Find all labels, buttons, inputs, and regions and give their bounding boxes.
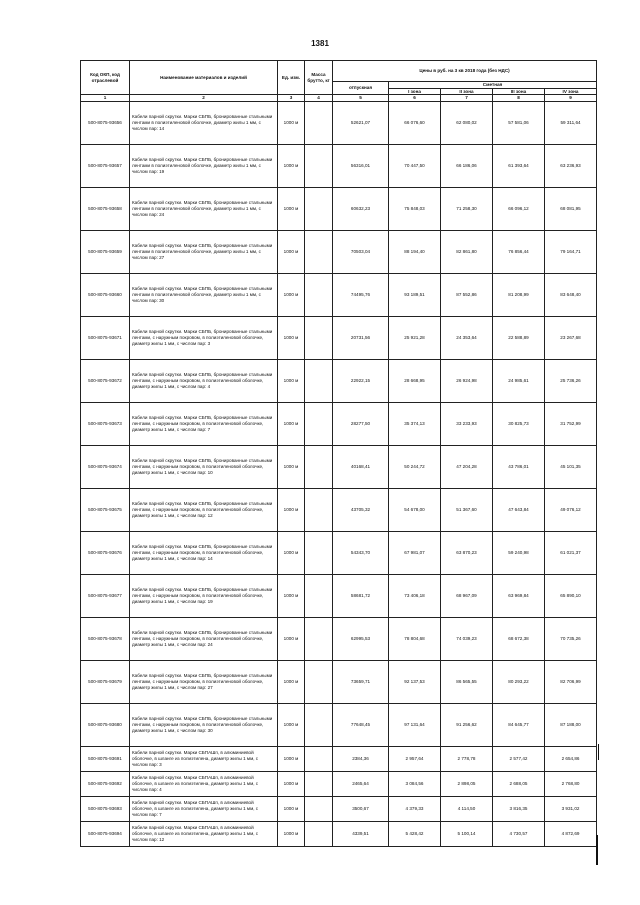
row-unit: 1000 м [278, 574, 305, 617]
table-row [81, 531, 597, 574]
header-estimate: Сметная [389, 82, 597, 89]
row-mass [305, 316, 333, 359]
row-zone-2-price: 5 100,14 [441, 821, 493, 846]
row-code: 500-8075-93692 [81, 771, 130, 796]
table-row [81, 359, 597, 402]
row-zone-2-price: 26 924,98 [441, 359, 493, 402]
row-mass [305, 746, 333, 771]
row-name: Кабели парной скрутки. Марки СБПБ, бронированные стальными лентами, с наружным покровом, в полиэтиленовой оболочке, диаметр жилы 1 мм, с числом пар: 3 [130, 316, 278, 359]
row-code: 500-8075-93671 [81, 316, 130, 359]
row-code: 500-8075-93673 [81, 402, 130, 445]
price-table [80, 60, 597, 847]
row-zone-1-price: 5 428,42 [389, 821, 441, 846]
table-row [81, 101, 597, 144]
row-zone-2-price: 74 039,23 [441, 617, 493, 660]
row-zone-1-price: 3 084,56 [389, 771, 441, 796]
row-name: Кабели парной скрутки. Марки СБПБ, бронированные стальными лентами, с наружным покровом, в полиэтиленовой оболочке, диаметр жилы 1 мм, с числом пар: 7 [130, 402, 278, 445]
row-release-price: 70503,04 [333, 230, 389, 273]
row-unit: 1000 м [278, 187, 305, 230]
row-zone-2-price: 2 898,05 [441, 771, 493, 796]
row-code: 500-8075-93672 [81, 359, 130, 402]
row-release-price: 28277,50 [333, 402, 389, 445]
row-zone-3-price: 43 786,01 [493, 445, 545, 488]
row-zone-4-price: 70 735,26 [545, 617, 597, 660]
header-release: отпускная [333, 82, 389, 95]
row-zone-3-price: 3 816,35 [493, 796, 545, 821]
row-zone-2-price: 47 204,28 [441, 445, 493, 488]
row-zone-1-price: 97 131,64 [389, 703, 441, 746]
row-zone-3-price: 84 645,77 [493, 703, 545, 746]
row-name: Кабели парной скрутки. Марки СБПБ, бронированные стальными лентами, с наружным покровом, в полиэтиленовой оболочке, диаметр жилы 1 мм, с числом пар: 30 [130, 703, 278, 746]
row-code: 500-8075-93680 [81, 703, 130, 746]
row-zone-3-price: 68 672,38 [493, 617, 545, 660]
header-zone-4: IV зона [545, 88, 597, 95]
row-zone-2-price: 33 233,93 [441, 402, 493, 445]
row-mass [305, 230, 333, 273]
header-zone-1: I зона [389, 88, 441, 95]
row-release-price: 40168,41 [333, 445, 389, 488]
row-zone-2-price: 4 114,50 [441, 796, 493, 821]
row-mass [305, 796, 333, 821]
header-zone-2: II зона [441, 88, 493, 95]
row-release-price: 4339,51 [333, 821, 389, 846]
row-code: 500-8075-93657 [81, 144, 130, 187]
row-zone-1-price: 25 921,28 [389, 316, 441, 359]
row-unit: 1000 м [278, 101, 305, 144]
row-zone-3-price: 30 825,73 [493, 402, 545, 445]
row-code: 500-8075-93676 [81, 531, 130, 574]
row-release-price: 60632,23 [333, 187, 389, 230]
row-mass [305, 617, 333, 660]
row-unit: 1000 м [278, 660, 305, 703]
row-unit: 1000 м [278, 316, 305, 359]
row-zone-1-price: 2 957,64 [389, 746, 441, 771]
row-zone-1-price: 35 374,13 [389, 402, 441, 445]
header-zone-3: III зона [493, 88, 545, 95]
row-release-price: 2384,36 [333, 746, 389, 771]
table-row [81, 771, 597, 796]
table-row [81, 488, 597, 531]
row-unit: 1000 м [278, 445, 305, 488]
row-zone-4-price: 83 648,40 [545, 273, 597, 316]
row-zone-2-price: 91 256,62 [441, 703, 493, 746]
row-zone-4-price: 65 890,10 [545, 574, 597, 617]
table-row [81, 187, 597, 230]
row-zone-1-price: 70 447,50 [389, 144, 441, 187]
row-zone-2-price: 63 870,23 [441, 531, 493, 574]
row-name: Кабели парной скрутки. Марки СБПАШп, в алюминиевой оболочке, в шланге из полиэтилена, диаметр жилы 1 мм, с числом пар: 3 [130, 746, 278, 771]
row-mass [305, 488, 333, 531]
row-mass [305, 821, 333, 846]
row-name: Кабели парной скрутки. Марки СБПБ, бронированные стальными лентами, с наружным покровом, в полиэтиленовой оболочке, диаметр жилы 1 мм, с числом пар: 14 [130, 531, 278, 574]
row-zone-4-price: 23 267,68 [545, 316, 597, 359]
row-zone-3-price: 57 581,06 [493, 101, 545, 144]
row-code: 500-8075-93659 [81, 230, 130, 273]
row-unit: 1000 м [278, 402, 305, 445]
row-mass [305, 703, 333, 746]
row-name: Кабели парной скрутки. Марки СБПБ, бронированные стальными лентами, с наружным покровом, в полиэтиленовой оболочке, диаметр жилы 1 мм, с числом пар: 24 [130, 617, 278, 660]
row-mass [305, 771, 333, 796]
row-code: 500-8075-93691 [81, 746, 130, 771]
row-zone-4-price: 45 101,35 [545, 445, 597, 488]
row-zone-2-price: 71 258,30 [441, 187, 493, 230]
row-name: Кабели парной скрутки. Марки СБПБ, бронированные стальными лентами, с наружным покровом, в полиэтиленовой оболочке, диаметр жилы 1 мм, с числом пар: 19 [130, 574, 278, 617]
page-number: 1381 [311, 39, 329, 48]
row-zone-2-price: 68 967,09 [441, 574, 493, 617]
row-mass [305, 445, 333, 488]
row-mass [305, 187, 333, 230]
row-zone-3-price: 47 643,84 [493, 488, 545, 531]
row-unit: 1000 м [278, 359, 305, 402]
row-zone-4-price: 3 931,02 [545, 796, 597, 821]
row-zone-3-price: 24 985,61 [493, 359, 545, 402]
row-mass [305, 359, 333, 402]
row-zone-1-price: 28 668,95 [389, 359, 441, 402]
row-zone-3-price: 61 393,64 [493, 144, 545, 187]
row-zone-4-price: 82 706,99 [545, 660, 597, 703]
row-name: Кабели парной скрутки. Марки СБПБ, бронированные стальными лентами, с наружным покровом, в полиэтиленовой оболочке, диаметр жилы 1 мм, с числом пар: 27 [130, 660, 278, 703]
row-zone-3-price: 81 208,99 [493, 273, 545, 316]
row-name: Кабели парной скрутки. Марки СБПБ, бронированные стальными лентами в полиэтиленовой оболочке, диаметр жилы 1 мм, с числом пар: 24 [130, 187, 278, 230]
row-unit: 1000 м [278, 703, 305, 746]
row-release-price: 54343,70 [333, 531, 389, 574]
column-number: 7 [441, 95, 493, 102]
row-zone-3-price: 4 730,57 [493, 821, 545, 846]
row-zone-3-price: 59 240,98 [493, 531, 545, 574]
row-zone-2-price: 87 552,86 [441, 273, 493, 316]
table-row [81, 402, 597, 445]
row-mass [305, 101, 333, 144]
row-zone-2-price: 82 861,80 [441, 230, 493, 273]
table-row [81, 660, 597, 703]
row-zone-4-price: 59 311,64 [545, 101, 597, 144]
table-row [81, 796, 597, 821]
row-unit: 1000 м [278, 144, 305, 187]
row-zone-4-price: 87 188,00 [545, 703, 597, 746]
row-zone-2-price: 24 353,64 [441, 316, 493, 359]
row-release-price: 43705,32 [333, 488, 389, 531]
row-zone-3-price: 76 856,44 [493, 230, 545, 273]
row-release-price: 2465,64 [333, 771, 389, 796]
row-zone-3-price: 22 588,89 [493, 316, 545, 359]
row-mass [305, 402, 333, 445]
row-release-price: 3500,67 [333, 796, 389, 821]
row-name: Кабели парной скрутки. Марки СБПАШп, в алюминиевой оболочке, в шланге из полиэтилена, диаметр жилы 1 мм, с числом пар: 7 [130, 796, 278, 821]
column-number: 5 [333, 95, 389, 102]
row-zone-3-price: 66 096,12 [493, 187, 545, 230]
column-number: 1 [81, 95, 130, 102]
table-row [81, 821, 597, 846]
row-code: 500-8075-93678 [81, 617, 130, 660]
row-code: 500-8075-93693 [81, 796, 130, 821]
row-code: 500-8075-93660 [81, 273, 130, 316]
row-zone-4-price: 4 872,69 [545, 821, 597, 846]
row-release-price: 77648,45 [333, 703, 389, 746]
row-mass [305, 273, 333, 316]
scan-mark [596, 835, 598, 865]
row-zone-3-price: 2 688,05 [493, 771, 545, 796]
row-unit: 1000 м [278, 230, 305, 273]
row-zone-4-price: 25 736,26 [545, 359, 597, 402]
row-zone-4-price: 2 768,80 [545, 771, 597, 796]
column-number: 4 [305, 95, 333, 102]
row-unit: 1000 м [278, 796, 305, 821]
header-name: Наименование материалов и изделий [130, 61, 278, 95]
row-zone-1-price: 66 076,60 [389, 101, 441, 144]
row-code: 500-8075-93694 [81, 821, 130, 846]
row-release-price: 74495,76 [333, 273, 389, 316]
column-number: 2 [130, 95, 278, 102]
header-price-group: Цены в руб. на 3 кв 2018 года (без НДС) [333, 61, 597, 82]
table-row [81, 144, 597, 187]
row-release-price: 52621,07 [333, 101, 389, 144]
row-release-price: 58681,72 [333, 574, 389, 617]
row-name: Кабели парной скрутки. Марки СБПБ, бронированные стальными лентами в полиэтиленовой оболочке, диаметр жилы 1 мм, с числом пар: 30 [130, 273, 278, 316]
column-number: 6 [389, 95, 441, 102]
row-release-price: 20731,56 [333, 316, 389, 359]
row-code: 500-8075-93658 [81, 187, 130, 230]
scan-mark [598, 744, 599, 760]
row-code: 500-8075-93656 [81, 101, 130, 144]
row-zone-3-price: 80 293,22 [493, 660, 545, 703]
row-name: Кабели парной скрутки. Марки СБПБ, бронированные стальными лентами в полиэтиленовой оболочке, диаметр жилы 1 мм, с числом пар: 14 [130, 101, 278, 144]
header-mass: Масса брутто, кг [305, 61, 333, 95]
row-mass [305, 531, 333, 574]
table-row [81, 273, 597, 316]
row-zone-4-price: 2 654,86 [545, 746, 597, 771]
row-unit: 1000 м [278, 488, 305, 531]
column-number: 9 [545, 95, 597, 102]
row-zone-3-price: 63 969,84 [493, 574, 545, 617]
row-zone-4-price: 79 164,71 [545, 230, 597, 273]
row-name: Кабели парной скрутки. Марки СБПБ, бронированные стальными лентами в полиэтиленовой оболочке, диаметр жилы 1 мм, с числом пар: 19 [130, 144, 278, 187]
row-release-price: 22922,15 [333, 359, 389, 402]
row-release-price: 62995,53 [333, 617, 389, 660]
header-code: Код ОКП, код отраслевой [81, 61, 130, 95]
table-row [81, 703, 597, 746]
table-row [81, 574, 597, 617]
row-code: 500-8075-93675 [81, 488, 130, 531]
row-zone-1-price: 54 678,00 [389, 488, 441, 531]
row-zone-2-price: 51 367,60 [441, 488, 493, 531]
row-zone-1-price: 92 137,53 [389, 660, 441, 703]
row-zone-4-price: 49 076,12 [545, 488, 597, 531]
row-name: Кабели парной скрутки. Марки СБПАШп, в алюминиевой оболочке, в шланге из полиэтилена, диаметр жилы 1 мм, с числом пар: 4 [130, 771, 278, 796]
row-release-price: 56316,01 [333, 144, 389, 187]
row-zone-1-price: 78 804,68 [389, 617, 441, 660]
row-zone-2-price: 2 778,78 [441, 746, 493, 771]
row-unit: 1000 м [278, 617, 305, 660]
column-number: 8 [493, 95, 545, 102]
row-zone-2-price: 62 080,02 [441, 101, 493, 144]
table-row [81, 230, 597, 273]
table-row [81, 746, 597, 771]
row-unit: 1000 м [278, 531, 305, 574]
row-zone-2-price: 86 565,55 [441, 660, 493, 703]
row-name: Кабели парной скрутки. Марки СБПБ, бронированные стальными лентами, с наружным покровом, в полиэтиленовой оболочке, диаметр жилы 1 мм, с числом пар: 4 [130, 359, 278, 402]
row-name: Кабели парной скрутки. Марки СБПБ, бронированные стальными лентами, с наружным покровом, в полиэтиленовой оболочке, диаметр жилы 1 мм, с числом пар: 12 [130, 488, 278, 531]
row-zone-1-price: 67 981,07 [389, 531, 441, 574]
row-zone-1-price: 50 244,72 [389, 445, 441, 488]
row-zone-1-price: 4 379,33 [389, 796, 441, 821]
table-row [81, 617, 597, 660]
row-zone-4-price: 63 236,93 [545, 144, 597, 187]
row-mass [305, 574, 333, 617]
row-release-price: 73659,71 [333, 660, 389, 703]
table-row [81, 316, 597, 359]
row-name: Кабели парной скрутки. Марки СБПБ, бронированные стальными лентами, с наружным покровом, в полиэтиленовой оболочке, диаметр жилы 1 мм, с числом пар: 10 [130, 445, 278, 488]
row-zone-1-price: 73 406,18 [389, 574, 441, 617]
row-unit: 1000 м [278, 746, 305, 771]
row-mass [305, 144, 333, 187]
column-number: 3 [278, 95, 305, 102]
row-code: 500-8075-93677 [81, 574, 130, 617]
row-unit: 1000 м [278, 771, 305, 796]
row-mass [305, 660, 333, 703]
row-unit: 1000 м [278, 821, 305, 846]
row-zone-1-price: 93 189,51 [389, 273, 441, 316]
row-unit: 1000 м [278, 273, 305, 316]
row-zone-1-price: 75 848,03 [389, 187, 441, 230]
row-zone-4-price: 31 752,99 [545, 402, 597, 445]
header-unit: Ед. изм. [278, 61, 305, 95]
row-code: 500-8075-93679 [81, 660, 130, 703]
row-name: Кабели парной скрутки. Марки СБПБ, бронированные стальными лентами в полиэтиленовой оболочке, диаметр жилы 1 мм, с числом пар: 27 [130, 230, 278, 273]
row-zone-3-price: 2 577,42 [493, 746, 545, 771]
row-zone-1-price: 88 194,40 [389, 230, 441, 273]
row-zone-4-price: 61 021,37 [545, 531, 597, 574]
row-name: Кабели парной скрутки. Марки СБПАШп, в алюминиевой оболочке, в шланге из полиэтилена, диаметр жилы 1 мм, с числом пар: 12 [130, 821, 278, 846]
row-code: 500-8075-93674 [81, 445, 130, 488]
row-zone-4-price: 68 081,95 [545, 187, 597, 230]
table-row [81, 445, 597, 488]
row-zone-2-price: 66 186,06 [441, 144, 493, 187]
